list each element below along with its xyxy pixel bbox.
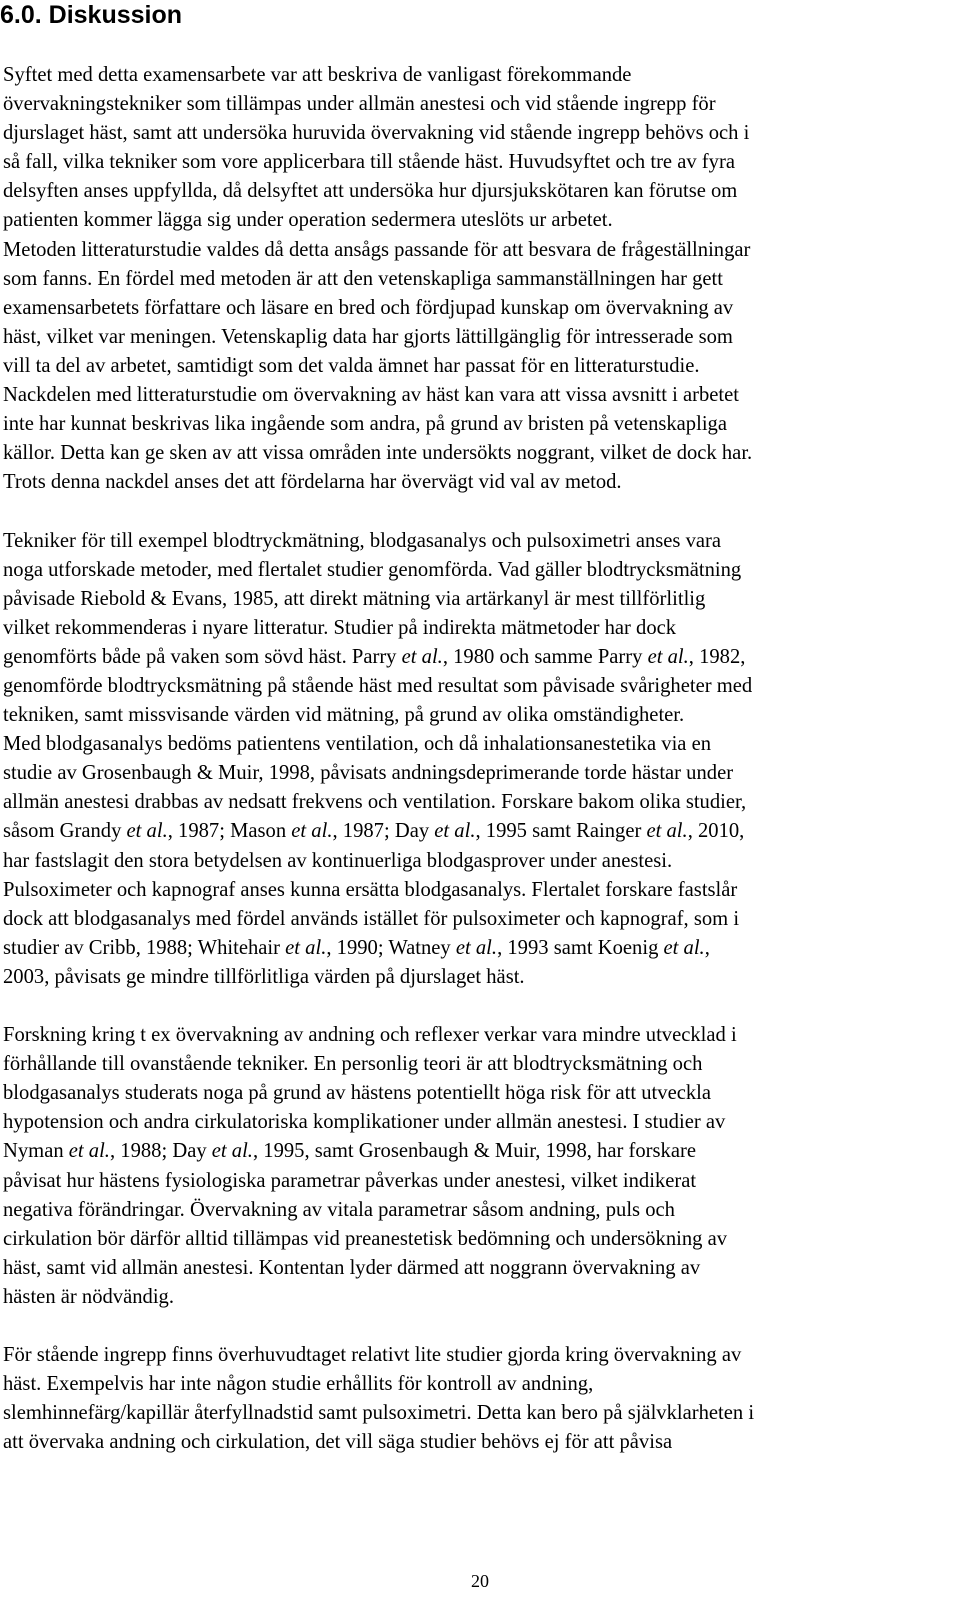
text-line: övervakningstekniker som tillämpas under allmän anestesi och vid stående ingrepp för [3, 93, 716, 116]
text-line: noga utforskade metoder, med flertalet studier genomförda. Vad gäller blodtrycksmätning [3, 558, 742, 581]
body-text [3, 61, 951, 1487]
text-line: såsom Grandy et al., 1987; Mason et al., 1987; Day et al., 1995 samt Rainger et al., 2010, [3, 820, 745, 843]
text-line: som fanns. En fördel med metoden är att den vetenskapliga sammanställningen har gett [3, 267, 723, 290]
text-line: 2003, påvisats ge mindre tillförlitliga värden på djurslaget häst. [3, 965, 525, 988]
text-line: djurslaget häst, samt att undersöka huruvida övervakning vid stående ingrepp behövs och i [3, 122, 750, 145]
text-line: För stående ingrepp finns överhuvudtaget relativt lite studier gjorda kring övervakning av [3, 1344, 742, 1367]
text-line: studier av Cribb, 1988; Whitehair et al., 1990; Watney et al., 1993 samt Koenig et al., [3, 936, 710, 959]
paragraph [3, 527, 951, 993]
text-line: Nackdelen med litteraturstudie om övervakning av häst kan vara att vissa avsnitt i arbetet [3, 384, 739, 407]
text-line: studie av Grosenbaugh & Muir, 1998, påvisats andningsdeprimerande torde hästar under [3, 762, 734, 785]
text-line: slemhinnefärg/kapillär återfyllnadstid samt pulsoximetri. Detta kan bero på självklarheten i [3, 1402, 755, 1425]
text-line: examensarbetets författare och läsare en bred och fördjupad kunskap om övervakning av [3, 296, 734, 319]
text-line: påvisade Riebold & Evans, 1985, att direkt mätning via artärkanyl är mest tillförlitlig [3, 587, 706, 610]
paragraph [3, 1341, 951, 1457]
paragraph [3, 61, 951, 497]
text-line: Pulsoximeter och kapnograf anses kunna ersätta blodgasanalys. Flertalet forskare fastslår [3, 878, 738, 901]
paragraph [3, 1021, 951, 1312]
text-line: häst, samt vid allmän anestesi. Kontentan lyder därmed att noggrann övervakning av [3, 1256, 701, 1279]
text-line: allmän anestesi drabbas av nedsatt frekvens och ventilation. Forskare bakom olika studier, [3, 791, 747, 814]
text-line: inte har kunnat beskrivas lika ingående som andra, på grund av bristen på vetenskapliga [3, 413, 727, 436]
text-line: vilket rekommenderas i nyare litteratur. Studier på indirekta mätmetoder har dock [3, 616, 677, 639]
text-line: så fall, vilka tekniker som vore applicerbara till stående häst. Huvudsyftet och tre av fyra [3, 151, 735, 174]
text-line: Nyman et al., 1988; Day et al., 1995, samt Grosenbaugh & Muir, 1998, har forskare [3, 1140, 696, 1163]
text-line: Trots denna nackdel anses det att fördelarna har övervägt vid val av metod. [3, 471, 622, 494]
text-line: Metoden litteraturstudie valdes då detta ansågs passande för att besvara de frågeställningar [3, 238, 751, 261]
text-line: häst. Exempelvis har inte någon studie erhållits för kontroll av andning, [3, 1373, 594, 1396]
text-line: Tekniker för till exempel blodtryckmätning, blodgasanalys och pulsoximetri anses vara [3, 529, 722, 552]
page-number: 20 [471, 1571, 489, 1591]
text-line: hypotension och andra cirkulatoriska komplikationer under allmän anestesi. I studier av [3, 1111, 726, 1134]
text-line: cirkulation bör därför alltid tillämpas vid preanestetisk bedömning och undersökning av [3, 1227, 728, 1250]
text-line: häst, vilket var meningen. Vetenskaplig data har gjorts lättillgänglig för intresserade som [3, 325, 733, 348]
text-line: delsyften anses uppfyllda, då delsyftet att undersöka hur djursjukskötaren kan förutse om [3, 180, 738, 203]
text-line: negativa förändringar. Övervakning av vitala parametrar såsom andning, puls och [3, 1198, 675, 1221]
text-line: tekniken, samt missvisande värden vid mätning, på grund av olika omständigheter. [3, 704, 685, 727]
text-line: Forskning kring t ex övervakning av andning och reflexer verkar vara mindre utvecklad i [3, 1024, 737, 1047]
text-line: genomförde blodtrycksmätning på stående häst med resultat som påvisade svårigheter med [3, 674, 753, 697]
text-line: blodgasanalys studerats noga på grund av hästens potentiellt höga risk för att utveckla [3, 1082, 712, 1105]
text-line: genomförts både på vaken som sövd häst. Parry et al., 1980 och samme Parry et al., 1982, [3, 645, 746, 668]
text-line: källor. Detta kan ge sken av att vissa områden inte undersökts noggrant, vilket de dock har. [3, 442, 753, 465]
text-line: patienten kommer lägga sig under operation sedermera uteslöts ur arbetet. [3, 209, 613, 232]
section-heading: 6.0. Diskussion [0, 1, 183, 29]
text-line: påvisat hur hästens fysiologiska parametrar påverkas under anestesi, vilket indikerat [3, 1169, 697, 1192]
text-line: har fastslagit den stora betydelsen av kontinuerliga blodgasprover under anestesi. [3, 849, 673, 872]
text-line: dock att blodgasanalys med fördel används istället för pulsoximeter och kapnograf, som i [3, 907, 740, 930]
text-line: vill ta del av arbetet, samtidigt som det valda ämnet har passat för en litteraturstudie. [3, 354, 700, 377]
text-line: Syftet med detta examensarbete var att beskriva de vanligast förekommande [3, 64, 632, 86]
text-line: förhållande till ovanstående tekniker. En personlig teori är att blodtrycksmätning och [3, 1053, 703, 1076]
text-line: att övervaka andning och cirkulation, det vill säga studier behövs ej för att påvisa [3, 1431, 673, 1454]
text-line: hästen är nödvändig. [3, 1285, 174, 1308]
text-line: Med blodgasanalys bedöms patientens ventilation, och då inhalationsanestetika via en [3, 733, 712, 756]
